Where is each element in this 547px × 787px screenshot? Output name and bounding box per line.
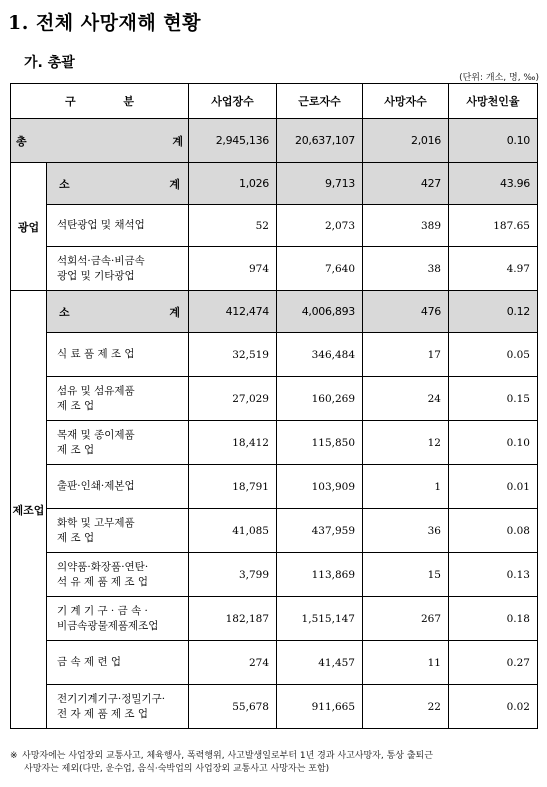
row-rate: 0.01: [449, 465, 538, 509]
row-rate: 0.18: [449, 597, 538, 641]
row-workers: 113,869: [277, 553, 363, 597]
table-row: [11, 509, 538, 553]
row-label: 석회석·금속·비금속 광업 및 기타광업: [47, 247, 189, 291]
row-workers: 346,484: [277, 333, 363, 377]
row-rate: 0.08: [449, 509, 538, 553]
table-row: [11, 333, 538, 377]
row-workplaces: 974: [189, 247, 277, 291]
row-rate: 4.97: [449, 247, 538, 291]
header-workers: 근로자수: [277, 84, 363, 119]
header-workplaces: 사업장수: [189, 84, 277, 119]
row-deaths: 267: [363, 597, 449, 641]
row-label: 섬유 및 섬유제품 제 조 업: [47, 377, 189, 421]
row-workplaces: 27,029: [189, 377, 277, 421]
row-workers: 911,665: [277, 685, 363, 729]
row-deaths: 389: [363, 205, 449, 247]
header-category: [11, 84, 189, 119]
table-header-row: [11, 84, 538, 119]
table-row: [11, 597, 538, 641]
row-label: 식 료 품 제 조 업: [47, 333, 189, 377]
footnote-line2: 사망자는 제외(다만, 운수업, 음식·숙박업의 사업장외 교통사고 사망자는 포함): [24, 764, 330, 774]
row-deaths: 17: [363, 333, 449, 377]
mining-subtotal-rate: 43.96: [449, 163, 538, 205]
row-workplaces: 52: [189, 205, 277, 247]
row-deaths: 11: [363, 641, 449, 685]
total-rate: 0.10: [449, 119, 538, 163]
mining-subtotal-workers: 9,713: [277, 163, 363, 205]
row-workers: 2,073: [277, 205, 363, 247]
manufacturing-subtotal-deaths: 476: [363, 291, 449, 333]
row-workplaces: 182,187: [189, 597, 277, 641]
row-workers: 437,959: [277, 509, 363, 553]
footnote-line1: 사망자에는 사업장외 교통사고, 체육행사, 폭력행위, 사고발생일로부터 1년 경과 사고사망자, 통상 출퇴근: [22, 751, 433, 761]
mining-subtotal-deaths: 427: [363, 163, 449, 205]
total-deaths: 2,016: [363, 119, 449, 163]
row-rate: 0.27: [449, 641, 538, 685]
unit-note: (단위: 개소, 명, ‰): [459, 73, 539, 83]
row-rate: 187.65: [449, 205, 538, 247]
total-row: [11, 119, 538, 163]
row-workers: 41,457: [277, 641, 363, 685]
fatality-summary-table: [10, 83, 538, 729]
header-category-a: 구: [65, 95, 76, 108]
table-row: [11, 421, 538, 465]
table-row: [11, 641, 538, 685]
row-workers: 160,269: [277, 377, 363, 421]
manufacturing-group-label: 제조업: [11, 291, 47, 729]
mining-subtotal-workplaces: 1,026: [189, 163, 277, 205]
total-label: 총 계: [11, 119, 189, 163]
row-label: 금 속 제 련 업: [47, 641, 189, 685]
row-label: 목재 및 종이제품 제 조 업: [47, 421, 189, 465]
manufacturing-subtotal-row: [11, 291, 538, 333]
row-label: 출판·인쇄·제본업: [47, 465, 189, 509]
row-deaths: 15: [363, 553, 449, 597]
footnote: [10, 750, 540, 776]
table-row: [11, 205, 538, 247]
row-deaths: 36: [363, 509, 449, 553]
table-row: [11, 553, 538, 597]
manufacturing-subtotal-workers: 4,006,893: [277, 291, 363, 333]
total-workplaces: 2,945,136: [189, 119, 277, 163]
row-deaths: 38: [363, 247, 449, 291]
row-workplaces: 18,412: [189, 421, 277, 465]
row-label: 기 계 기 구 · 금 속 · 비금속광물제품제조업: [47, 597, 189, 641]
table-row: [11, 465, 538, 509]
total-workers: 20,637,107: [277, 119, 363, 163]
section-subtitle: 가. 총괄: [24, 55, 75, 71]
table-row: [11, 247, 538, 291]
row-rate: 0.02: [449, 685, 538, 729]
row-workers: 1,515,147: [277, 597, 363, 641]
row-label: 석탄광업 및 채석업: [47, 205, 189, 247]
row-deaths: 22: [363, 685, 449, 729]
header-deaths: 사망자수: [363, 84, 449, 119]
page-title: 1. 전체 사망재해 현황: [8, 12, 202, 34]
row-workers: 7,640: [277, 247, 363, 291]
row-deaths: 1: [363, 465, 449, 509]
row-workplaces: 18,791: [189, 465, 277, 509]
mining-group-label: 광업: [11, 163, 47, 291]
mining-subtotal-label: 소 계: [47, 163, 189, 205]
table-row: [11, 685, 538, 729]
row-workplaces: 3,799: [189, 553, 277, 597]
row-deaths: 12: [363, 421, 449, 465]
header-category-b: 분: [123, 95, 134, 108]
row-rate: 0.13: [449, 553, 538, 597]
mining-subtotal-row: [11, 163, 538, 205]
manufacturing-subtotal-rate: 0.12: [449, 291, 538, 333]
footnote-symbol: ※: [10, 751, 18, 761]
table-row: [11, 377, 538, 421]
row-label: 의약품·화장품·연탄· 석 유 제 품 제 조 업: [47, 553, 189, 597]
row-rate: 0.10: [449, 421, 538, 465]
row-workers: 103,909: [277, 465, 363, 509]
row-workplaces: 41,085: [189, 509, 277, 553]
row-rate: 0.05: [449, 333, 538, 377]
row-rate: 0.15: [449, 377, 538, 421]
manufacturing-subtotal-workplaces: 412,474: [189, 291, 277, 333]
row-workplaces: 32,519: [189, 333, 277, 377]
row-workplaces: 55,678: [189, 685, 277, 729]
manufacturing-subtotal-label: 소 계: [47, 291, 189, 333]
row-deaths: 24: [363, 377, 449, 421]
header-rate: 사망천인율: [449, 84, 538, 119]
row-workplaces: 274: [189, 641, 277, 685]
row-label: 화학 및 고무제품 제 조 업: [47, 509, 189, 553]
row-workers: 115,850: [277, 421, 363, 465]
row-label: 전기기계기구·정밀기구· 전 자 제 품 제 조 업: [47, 685, 189, 729]
